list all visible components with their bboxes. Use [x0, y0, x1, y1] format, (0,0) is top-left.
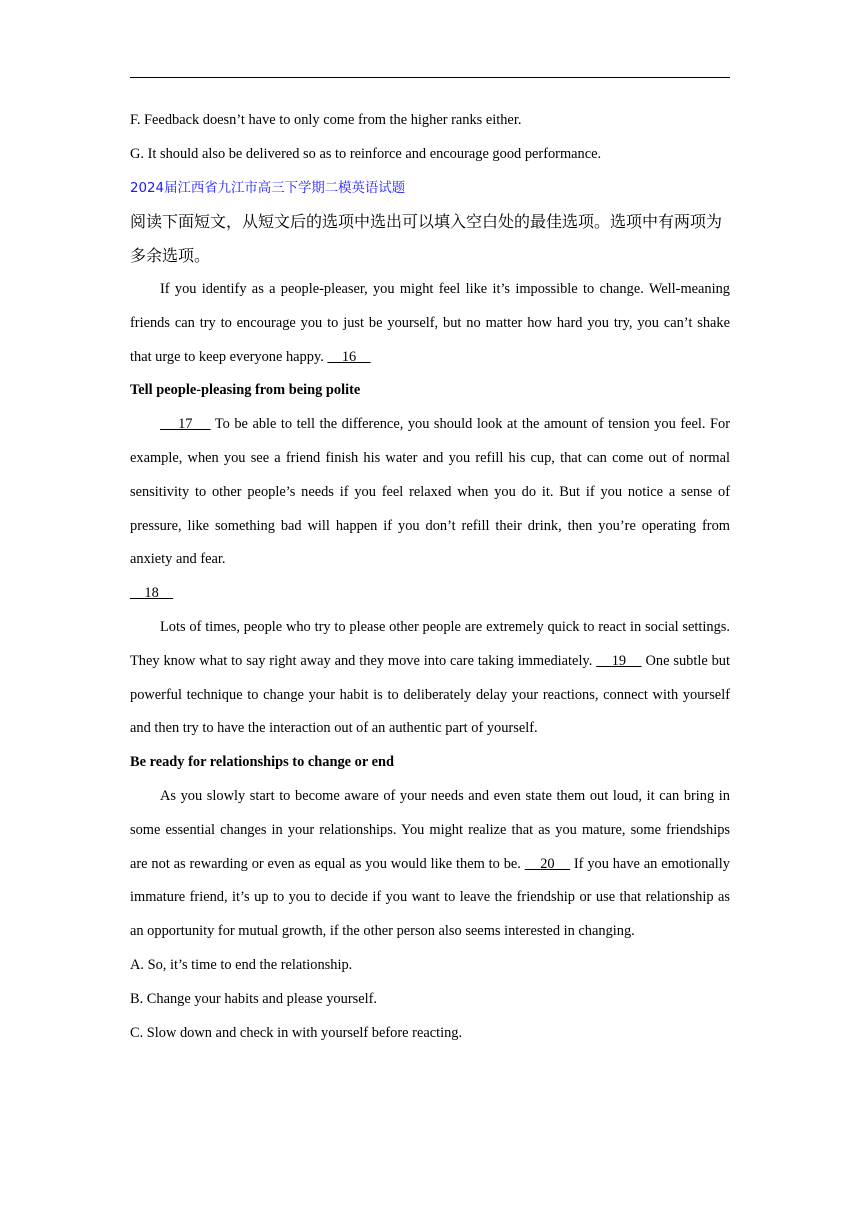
option-b: B. Change your habits and please yourself. [130, 990, 377, 1007]
instruction: 阅读下面短文，从短文后的选项中选出可以填入空白处的最佳选项。选项中有两项为多余选项。 [130, 212, 723, 266]
blank-17: 17 [178, 416, 193, 433]
blank-20: 20 [540, 855, 555, 872]
blank-16: 16 [341, 348, 357, 365]
paragraph-4a-text: As you slowly start to become aware of your needs and even state them out loud, it can bring in some essential changes in your relationships. You might realize that as you mature, some friendships are not as rewarding or even as equal as you would like them to be. [130, 787, 730, 872]
heading-2: Be ready for relationships to change or end [130, 754, 394, 771]
paragraph-4b-text: If you have an emotionally immature friend, it’s up to you to decide if you want to leave the friendship or use that relationship as an opportunity for mutual growth, if the other person also seems interested in changing. [130, 855, 730, 940]
blank-19: 19 [611, 652, 627, 669]
paragraph-2-text: To be able to tell the difference, you should look at the amount of tension you feel. For example, when you see a friend finish his water and you refill his cup, that can come out of normal sensitivity to other people’s needs if you feel relaxed when you do it. But if you notice a sense of pressure, like something bad will happen if you don’t refill their drink, then you’re operating from anxiety and fear. [130, 416, 731, 568]
blank-18-line [130, 577, 730, 611]
heading-1: Tell people-pleasing from being polite [130, 382, 361, 399]
blank-18: 18 [144, 585, 159, 602]
option-f: F. Feedback doesn’t have to only come from the higher ranks either. [130, 112, 522, 128]
paragraph-2 [130, 408, 730, 577]
paragraph-1-text: If you identify as a people-pleaser, you might feel like it’s impossible to change. Well-meaning friends can try to encourage you to just be yourself, but no matter how hard you try, you can’t shake that urge to keep everyone happy. [130, 280, 730, 365]
paragraph-3b-text: One subtle but powerful technique to change your habit is to deliberately delay your reactions, connect with yourself and then try to have the interaction out of an authentic part of yourself. [130, 652, 730, 737]
exam-title: 2024届江西省九江市高三下学期二模英语试题 [130, 180, 406, 196]
document-body [130, 104, 730, 1050]
paragraph-1 [130, 273, 730, 374]
option-c: C. Slow down and check in with yourself before reacting. [130, 1024, 463, 1041]
paragraph-4 [130, 780, 730, 949]
option-a: A. So, it’s time to end the relationship. [130, 956, 353, 973]
header-rule [130, 77, 730, 78]
paragraph-3a-text: Lots of times, people who try to please other people are extremely quick to react in social settings. They know what to say right away and they move into care taking immediately. [130, 618, 730, 669]
option-g: G. It should also be delivered so as to reinforce and encourage good performance. [130, 145, 602, 162]
paragraph-3 [130, 611, 730, 746]
